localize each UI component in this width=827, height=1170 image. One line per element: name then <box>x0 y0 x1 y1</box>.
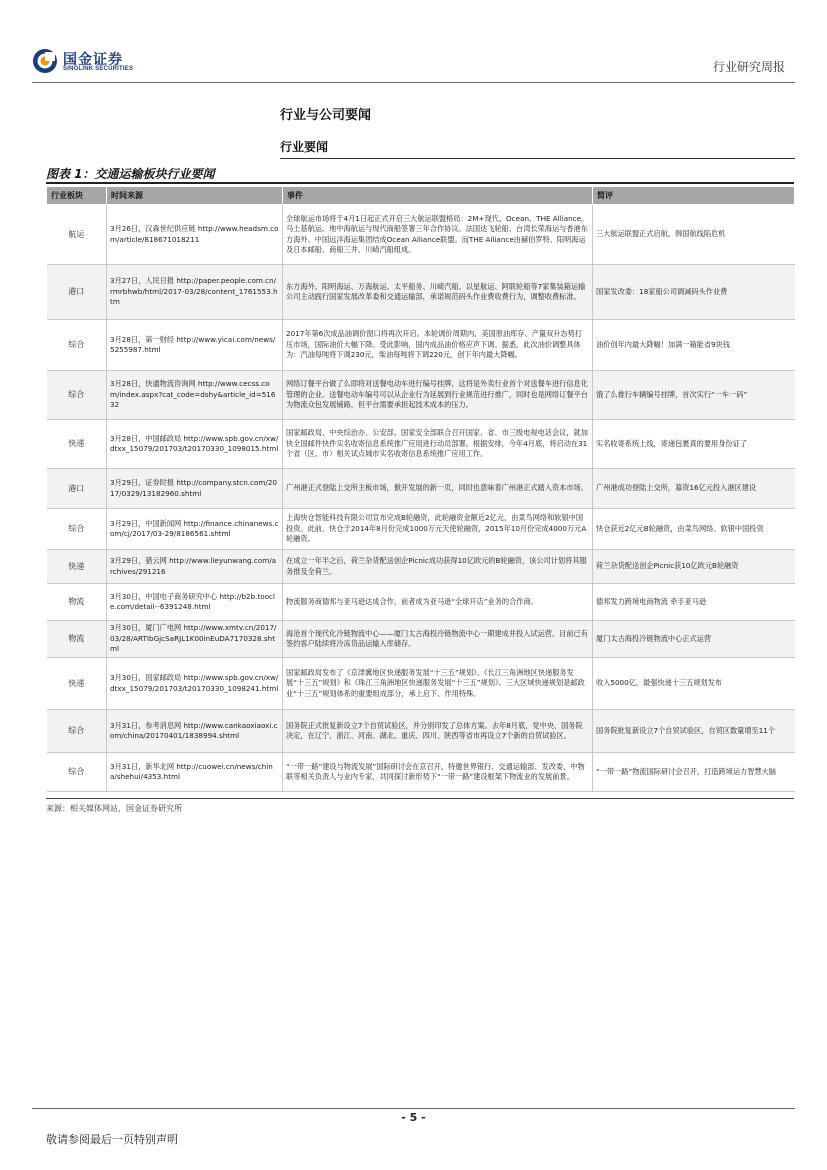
row-source: 3月27日，人民日报 http://paper.people.com.cn/rmrbhwb/html/2017-03/28/content_1761553.htm <box>107 265 283 320</box>
row-source: 3月28日，第一财经 http://www.yicai.com/news/5255987.html <box>107 320 283 371</box>
table-row <box>47 710 795 753</box>
row-event: 国家邮政局发布了《京津冀地区快递服务发展“十三五”规划》、《长江三角洲地区快递服务发展“十三五”规划》和《珠江三角洲地区快递服务发展“十三五”规划》。三大区域快递规划是邮政业“十三五”规划体系的重要组成部分，承上启下、作用特殊。 <box>283 658 593 710</box>
row-source: 3月30日，中国电子商务研究中心 http://b2b.toocle.com/detail--6391248.html <box>107 584 283 621</box>
footer-divider <box>32 1108 795 1109</box>
row-event: 上海快仓智能科技有限公司宣布完成B轮融资，此轮融资金额近2亿元，由菜鸟网络和软银中国投资。此前，快仓于2014年8月份完成1000万元天使轮融资，2015年10月份完成4000万元A轮融资。 <box>283 509 593 550</box>
row-source: 3月30日，厦门广电网 http://www.xmtv.cn/2017/03/28/ARTIbGjcSaRJL1K00inEuDA7170328.shtml <box>107 621 283 658</box>
row-comment: 广州港成功登陆上交所，募资16亿元投入港区建设 <box>593 469 795 509</box>
row-sector: 港口 <box>47 469 107 509</box>
row-event: 2017年第6次成品油调价窗口将再次开启。本轮调价周期内，美国原油库存、产量双升态势打压市场，国际油价大幅下降。受此影响，国内成品油价格应声下调。据悉，此次油价调整具体为：汽油每吨将下调230元，柴油每吨将下调220元，创下年内最大降幅。 <box>283 320 593 371</box>
row-event: “一带一路”建设与物流发展”国际研讨会在京召开，特邀世界银行、交通运输部、发改委、中物联等相关负责人与业内专家，共同探讨新形势下“一带一路”建设框架下物流业的发展前景。 <box>283 753 593 792</box>
section-title: 行业与公司要闻 <box>280 108 372 123</box>
table-row <box>47 584 795 621</box>
row-event: 物流服务商德邦与亚马逊达成合作，前者成为亚马逊“全球开店”业务的合作商。 <box>283 584 593 621</box>
row-comment: 厦门太古海投冷链物流中心正式运营 <box>593 621 795 658</box>
row-source: 3月29日，猎云网 http://www.lieyunwang.com/archives/291216 <box>107 550 283 584</box>
row-source: 3月31日，参考消息网 http://www.cankaoxiaoxi.com/china/20170401/1838994.shtml <box>107 710 283 753</box>
page-number: - 5 - <box>401 1111 426 1124</box>
row-comment: 油价创年内最大降幅！加满一箱能省9块钱 <box>593 320 795 371</box>
row-event: 国家邮政局、中央综治办、公安部、国家安全部联合召开国家、省、市三级电视电话会议，就加快全国邮件快件实名收寄信息系统推广应用进行动员部署。根据安排，今年4月底，将启动在31个省（区、市）相关试点城市实名收寄信息系统推广应用工作。 <box>283 420 593 469</box>
row-comment: “一带一路”物流国际研讨会召开，打造跨境运力智慧大脑 <box>593 753 795 792</box>
table-row <box>47 550 795 584</box>
column-header-source: 时间来源 <box>107 187 283 205</box>
column-header-sector: 行业板块 <box>47 187 107 205</box>
row-sector: 综合 <box>47 509 107 550</box>
row-comment: 国家发改委：18家船公司调减码头作业费 <box>593 265 795 320</box>
subsection-divider <box>280 158 795 159</box>
table-row <box>47 509 795 550</box>
row-sector: 物流 <box>47 584 107 621</box>
table-row <box>47 320 795 371</box>
row-event: 海沧首个现代化冷链物流中心——厦门太古海投冷链物流中心一期建成并投入试运营，目前已有签约客户陆续将冷冻货品运输入库储存。 <box>283 621 593 658</box>
row-sector: 物流 <box>47 621 107 658</box>
page-header <box>0 0 827 84</box>
column-header-comment: 简评 <box>593 187 795 205</box>
source-note: 来源：相关媒体网站，国金证券研究所 <box>46 804 182 813</box>
figure-title-divider <box>46 182 794 184</box>
table-row <box>47 205 795 265</box>
row-comment: 实名收寄系统上线，寄递包裹真的要用身份证了 <box>593 420 795 469</box>
row-source: 3月29日，证券时报 http://company.stcn.com/2017/0329/13182960.shtml <box>107 469 283 509</box>
row-source: 3月28日，快通物流咨询网 http://www.cecss.com/index.aspx?cat_code=dshy&article_id=51632 <box>107 371 283 420</box>
row-sector: 港口 <box>47 265 107 320</box>
column-header-event: 事件 <box>283 187 593 205</box>
row-sector: 快递 <box>47 420 107 469</box>
row-event: 东方海外、阳明海运、万海航运、太平船务、川崎汽船、以星航运、阿联轮船等7家集装箱运输公司主动践行国家发展改革委和交通运输部，承诺规范码头作业费收费行为，调整收费标准。 <box>283 265 593 320</box>
row-source: 3月30日，国家邮政局 http://www.spb.gov.cn/xw/dtxx_15079/201703/t20170330_1098241.html <box>107 658 283 710</box>
subsection-title: 行业要闻 <box>280 140 329 154</box>
report-type: 行业研究周报 <box>712 60 785 74</box>
row-sector: 综合 <box>47 371 107 420</box>
row-event: 全球航运市场将于4月1日起正式开启三大航运联盟格局：2M+现代、Ocean、THE Alliance。马士基航运、地中海航运与现代商船签署三年合作协议。法国达飞轮船、台湾长荣海运与香港东方海外、中国远洋海运集团结成Ocean Alliance联盟。而THE Alliance由赫伯罗特、阳明海运及日本邮船、商船三井、川崎汽船组成。 <box>283 205 593 265</box>
table-row <box>47 753 795 792</box>
table-row <box>47 469 795 509</box>
header-divider <box>32 82 795 83</box>
row-sector: 快递 <box>47 550 107 584</box>
table-header-row <box>47 187 795 205</box>
figure-title: 图表 1：交通运输板块行业要闻 <box>46 167 215 181</box>
disclaimer-note: 敬请参阅最后一页特别声明 <box>46 1133 178 1146</box>
logo-english-name: SINOLINK SECURITIES <box>63 66 134 72</box>
sinolink-logo <box>32 48 152 76</box>
row-sector: 航运 <box>47 205 107 265</box>
row-event: 在成立一年半之后，荷兰杂货配送创企Picnic成功获得10亿欧元的B轮融资，该公司计划将其服务推及全荷兰。 <box>283 550 593 584</box>
row-source: 3月26日，汉森世纪供应链 http://www.headsm.com/article/818671018211 <box>107 205 283 265</box>
row-comment: 快仓获近2亿元B轮融资，由菜鸟网络、软银中国投资 <box>593 509 795 550</box>
row-event: 广州港正式登陆上交所主板市场，掀开发展的新一页，同时也意味着广州港正式踏入资本市场。 <box>283 469 593 509</box>
logo-chinese-name: 国金证券 <box>63 52 123 68</box>
row-comment: 国务院批复新设立7个自贸试验区，自贸区数量增至11个 <box>593 710 795 753</box>
row-comment: 德邦发力跨境电商物流 牵手亚马逊 <box>593 584 795 621</box>
industry-news-table <box>46 186 795 792</box>
table-row <box>47 420 795 469</box>
sinolink-logo-icon <box>32 48 58 74</box>
table-row <box>47 621 795 658</box>
row-source: 3月31日，新华北网 http://cuowei.cn/news/china/shehui/4353.html <box>107 753 283 792</box>
table-row <box>47 658 795 710</box>
row-event: 国务院正式批复新设立7个自贸试验区，并分别印发了总体方案。去年8月底，党中央、国务院决定，在辽宁、浙江、河南、湖北、重庆、四川、陕西等省市再设立7个新的自贸试验区。 <box>283 710 593 753</box>
table-row <box>47 265 795 320</box>
table-bottom-divider <box>46 798 794 799</box>
row-sector: 综合 <box>47 320 107 371</box>
row-comment: 三大航运联盟正式启航，韩国航线陷危机 <box>593 205 795 265</box>
row-sector: 综合 <box>47 710 107 753</box>
row-source: 3月28日，中国邮政局 http://www.spb.gov.cn/xw/dtxx_15079/201703/t20170330_1098015.html <box>107 420 283 469</box>
row-event: 网络订餐平台做了么即将对送餐电动车进行编号挂牌，这将是外卖行业首个对送餐车进行信息化管理的企业。送餐电动车编号可以从企业行为延展到行业规范进行推广，同时也是网络订餐平台为物流众包发展铺路，但平台需要承担起技术成本的压力。 <box>283 371 593 420</box>
row-comment: 荷兰杂货配送创企Picnic获10亿欧元B轮融资 <box>593 550 795 584</box>
row-comment: 饿了么推行车辆编号挂牌，首次实行“一车一码” <box>593 371 795 420</box>
row-comment: 收入5000亿，最强快递十三五规划发布 <box>593 658 795 710</box>
row-source: 3月29日，中国新闻网 http://finance.chinanews.com/cj/2017/03-29/8186561.shtml <box>107 509 283 550</box>
row-sector: 快递 <box>47 658 107 710</box>
row-sector: 综合 <box>47 753 107 792</box>
table-row <box>47 371 795 420</box>
